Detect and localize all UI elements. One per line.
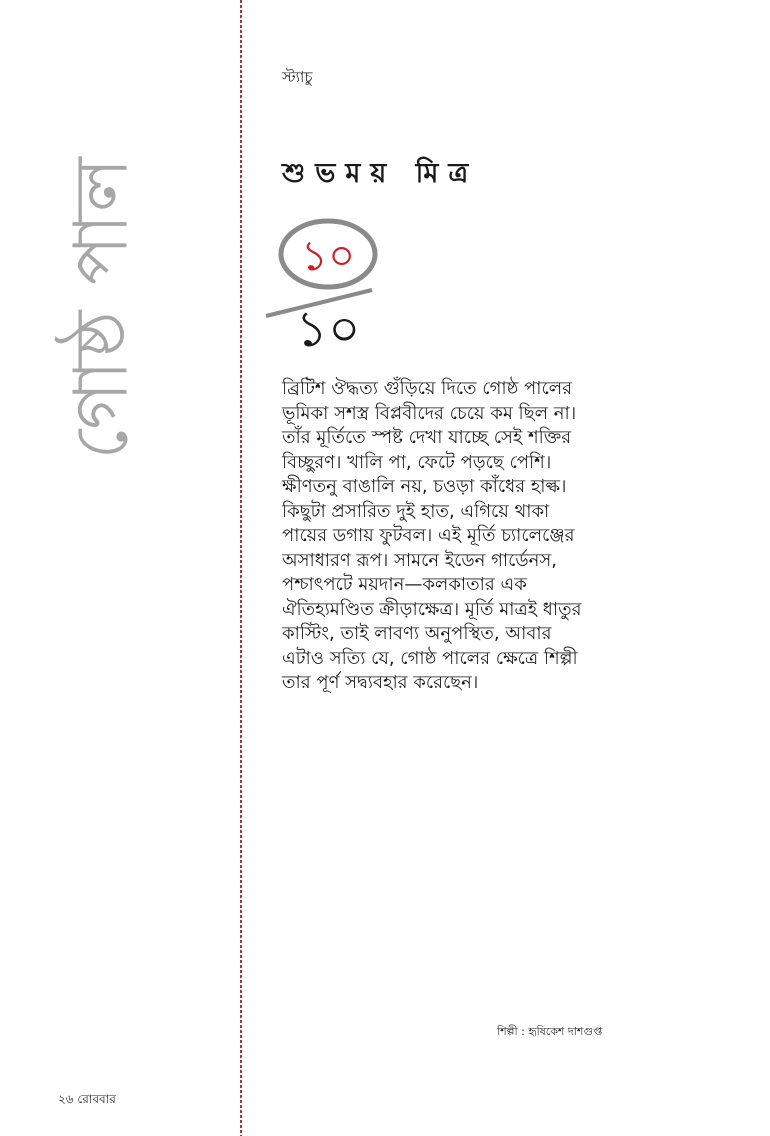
article-body: ব্রিটিশ ঔদ্ধত্য গুঁড়িয়ে দিতে গোষ্ঠ পালের ভূমিকা সশস্ত্র বিপ্লবীদের চেয়ে কম ছিল না। তাঁর মূর্তিতে স্পষ্ট দেখা যাচ্ছে সেই শক্তির বিচ্ছুরণ। খালি পা, ফেটে পড়ছে পেশি। ক্ষীণতনু বাঙালি নয়, চওড়া কাঁধের হাল্ক। কিছুটা প্রসারিত দুই হাত, এগিয়ে থাকা পায়ের ডগায় ফুটবল। এই মূর্তি চ্যালেঞ্জের অসাধারণ রূপ। সামনে ইডেন গার্ডেনস, পশ্চাৎপটে ময়দান—কলকাতার এক ঐতিহ্যমণ্ডিত ক্রীড়াক্ষেত্র। মূর্তি মাত্রই ধাতুর কাস্টিং, তাই লাবণ্য অনুপস্থিত, আবার এটাও সত্যি যে, গোষ্ঠ পালের ক্ষেত্রে শিল্পী তার পূর্ণ সদ্ব্যবহার করেছেন। bbox=[282, 378, 582, 693]
vertical-title bbox=[52, 158, 162, 458]
score-bottom-number: ১০ bbox=[295, 300, 361, 358]
section-label: স্ট্যাচু bbox=[282, 68, 313, 86]
score-graphic bbox=[262, 212, 382, 362]
page-folio: ২৬ রোববার bbox=[58, 1092, 116, 1106]
artist-credit: শিল্পী : হৃষিকেশ দাশগুপ্ত bbox=[497, 1025, 603, 1038]
author-name: শুভময় মিত্র bbox=[282, 158, 479, 189]
vertical-divider-rule bbox=[240, 0, 242, 1136]
vertical-title-text: গোষ্ঠ পাল bbox=[58, 156, 145, 460]
score-top-number: ১০ bbox=[300, 231, 356, 280]
